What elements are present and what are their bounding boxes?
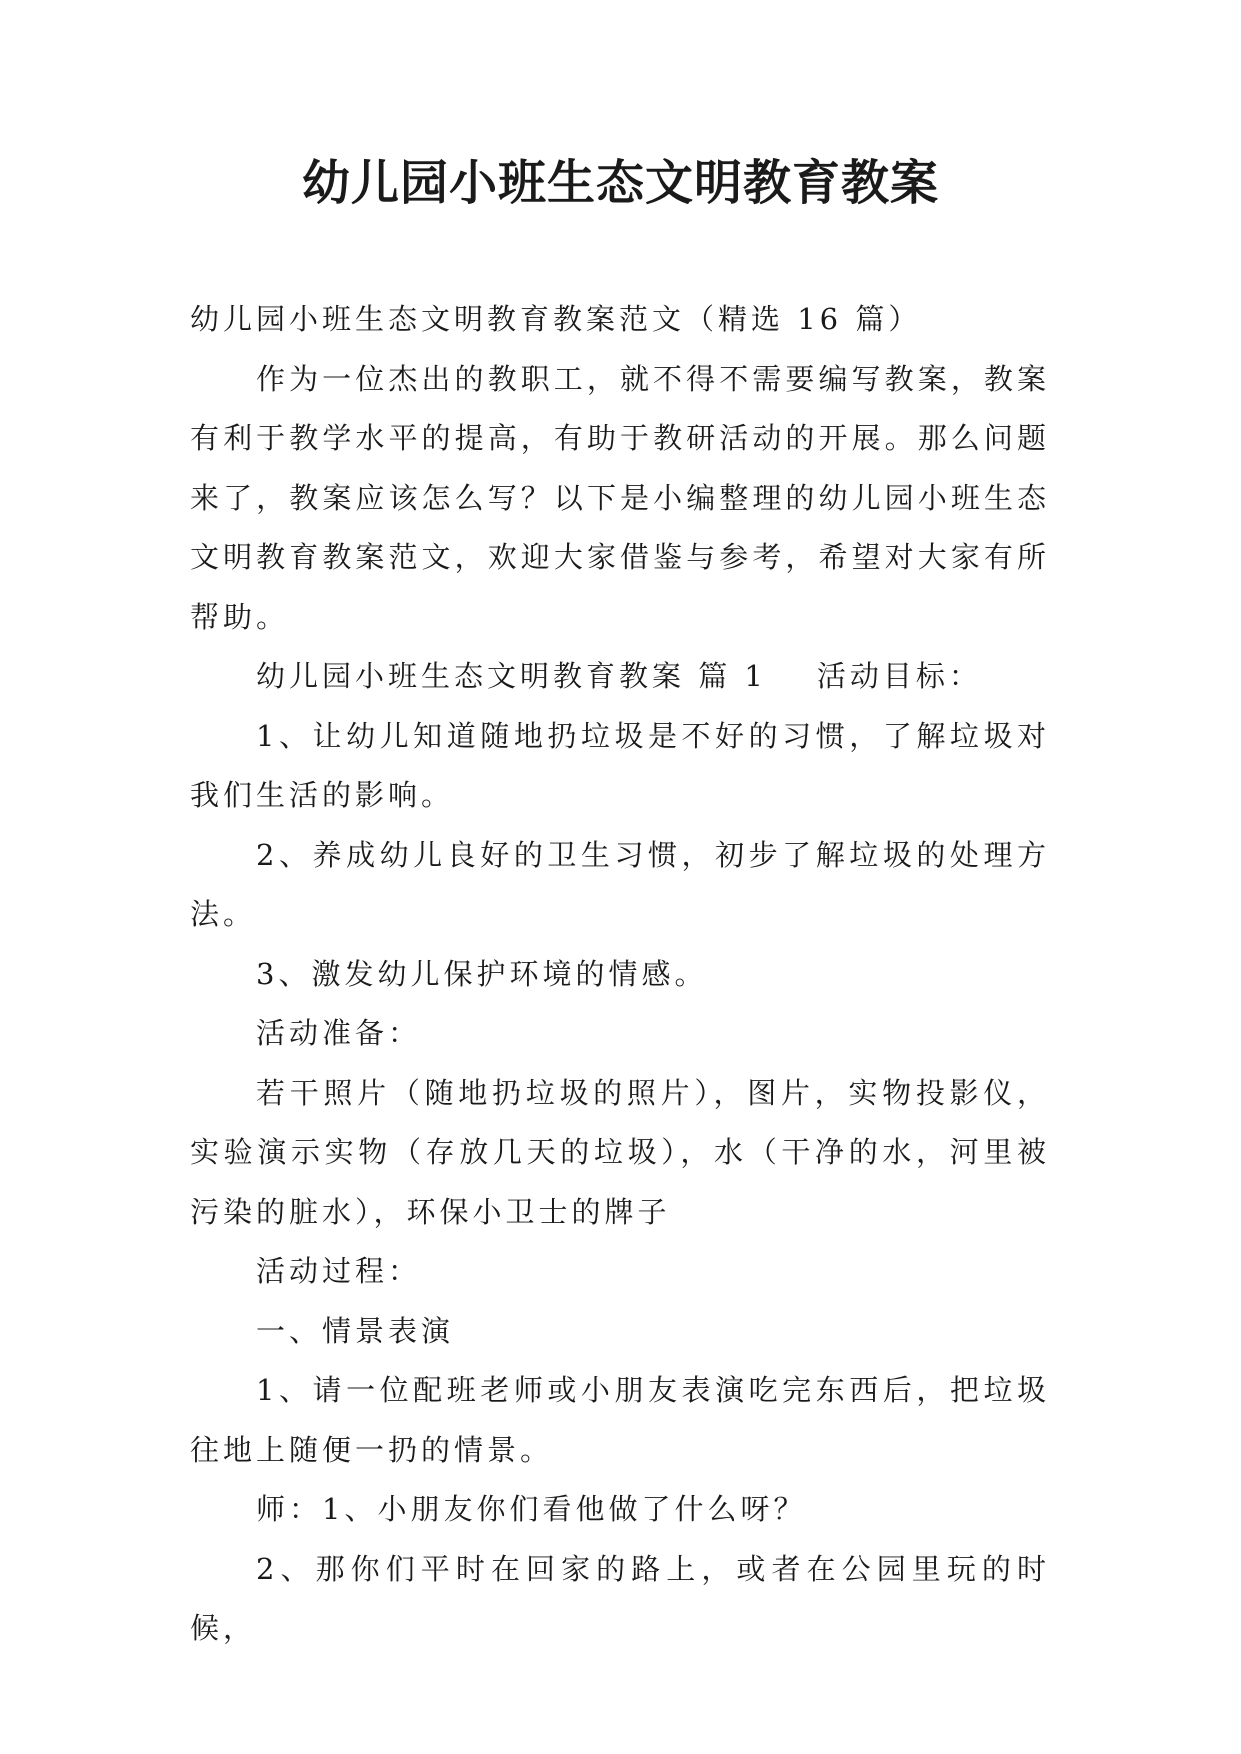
subtitle: 幼儿园小班生态文明教育教案范文（精选 16 篇） [190,302,922,336]
document-title: 幼儿园小班生态文明教育教案 [301,155,939,211]
intro-paragraph: 作为一位杰出的教职工，就不得不需要编写教案，教案有利于教学水平的提高，有助于教研活动的开展。那么问题来了，教案应该怎么写？以下是小编整理的幼儿园小班生态文明教育教案范文，欢迎大家借鉴与参考，希望对大家有所帮助。 [190,361,1050,634]
goal-3: 3、激发幼儿保护环境的情感。 [256,956,708,991]
prep-paragraph: 若干照片（随地扔垃圾的照片），图片，实物投影仪，实验演示实物（存放几天的垃圾），水（干净的水，河里被污染的脏水），环保小卫士的牌子 [190,1075,1050,1229]
step-heading: 一、情景表演 [256,1313,455,1348]
goal-2: 2、养成幼儿良好的卫生习惯，初步了解垃圾的处理方法。 [190,837,1050,931]
document-body [190,290,1050,1659]
step-1: 1、请一位配班老师或小朋友表演吃完东西后，把垃圾往地上随便一扔的情景。 [190,1373,1050,1467]
goals-label: 活动目标： [816,659,982,693]
process-label: 活动过程： [256,1254,422,1288]
section-heading-line [190,647,1050,707]
teacher-question-1: 师：1、小朋友你们看他做了什么呀？ [256,1492,807,1526]
prep-label: 活动准备： [256,1016,422,1050]
goal-1: 1、让幼儿知道随地扔垃圾是不好的习惯，了解垃圾对我们生活的影响。 [190,718,1050,812]
teacher-question-2: 2、那你们平时在回家的路上，或者在公园里玩的时候， [190,1551,1050,1645]
section-heading: 幼儿园小班生态文明教育教案 篇 1 [256,659,767,693]
